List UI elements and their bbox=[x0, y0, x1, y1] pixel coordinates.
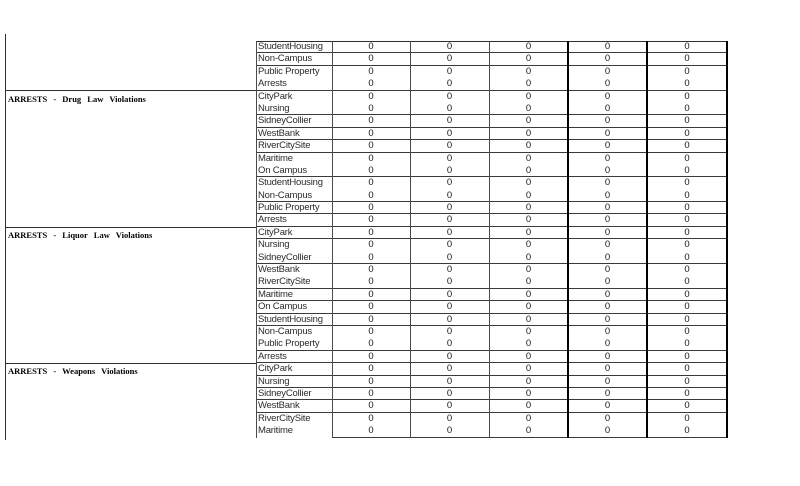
table-row bbox=[256, 214, 727, 226]
location-cell: CityPark bbox=[258, 90, 293, 102]
location-cell: Nursing bbox=[258, 239, 290, 251]
table-row bbox=[256, 425, 727, 437]
value-cell: 0 bbox=[525, 325, 532, 337]
value-cell: 0 bbox=[368, 65, 374, 77]
table-row bbox=[256, 202, 727, 214]
location-cell: Arrests bbox=[258, 214, 287, 226]
value-cell: 0 bbox=[568, 425, 647, 437]
value-cell: 0 bbox=[684, 363, 690, 375]
table-row bbox=[256, 165, 727, 177]
value-cell: 0 bbox=[525, 338, 532, 350]
value-cell: 0 bbox=[446, 202, 453, 214]
value-cell: 0 bbox=[446, 288, 453, 300]
table-row bbox=[256, 227, 727, 239]
value-cell: 0 bbox=[525, 375, 532, 387]
value-cell: 0 bbox=[525, 276, 532, 288]
value-cell: 0 bbox=[604, 53, 611, 65]
grid-vertical-line bbox=[726, 41, 728, 438]
table-row bbox=[256, 363, 727, 375]
value-cell: 0 bbox=[446, 375, 453, 387]
value-cell: 0 bbox=[525, 78, 532, 90]
location-cell: Public Property bbox=[258, 65, 320, 77]
location-cell: Public Property bbox=[258, 202, 320, 214]
table-row bbox=[256, 351, 727, 363]
value-cell: 0 bbox=[684, 387, 690, 399]
value-cell: 0 bbox=[647, 425, 727, 437]
value-cell: 0 bbox=[684, 164, 690, 176]
table-row bbox=[256, 413, 727, 425]
value-cell: 0 bbox=[446, 53, 453, 65]
value-cell: 0 bbox=[525, 350, 532, 362]
table-row bbox=[256, 153, 727, 165]
value-cell: 0 bbox=[525, 177, 532, 189]
location-cell: WestBank bbox=[258, 127, 300, 139]
value-cell: 0 bbox=[446, 226, 453, 238]
value-cell: 0 bbox=[684, 276, 690, 288]
value-cell: 0 bbox=[604, 350, 611, 362]
value-cell: 0 bbox=[368, 412, 374, 424]
table-row bbox=[256, 53, 727, 65]
location-cell: On Campus bbox=[258, 164, 307, 176]
value-cell: 0 bbox=[446, 127, 453, 139]
value-cell: 0 bbox=[446, 301, 453, 313]
location-cell: SidneyCollier bbox=[258, 387, 312, 399]
location-cell: CityPark bbox=[258, 226, 293, 238]
table-row bbox=[256, 66, 727, 78]
value-cell: 0 bbox=[368, 78, 374, 90]
table-row bbox=[256, 326, 727, 338]
value-cell: 0 bbox=[446, 338, 453, 350]
value-cell: 0 bbox=[684, 41, 690, 52]
value-cell: 0 bbox=[604, 375, 611, 387]
table-row bbox=[256, 91, 727, 103]
value-cell: 0 bbox=[604, 239, 611, 251]
location-cell: StudentHousing bbox=[258, 177, 323, 189]
value-cell: 0 bbox=[684, 313, 690, 325]
location-cell: RiverCitySite bbox=[258, 412, 311, 424]
value-cell: 0 bbox=[684, 152, 690, 164]
location-cell: RiverCitySite bbox=[258, 276, 311, 288]
value-cell: 0 bbox=[446, 90, 453, 102]
value-cell: 0 bbox=[368, 115, 374, 127]
value-cell: 0 bbox=[604, 400, 611, 412]
value-cell: 0 bbox=[604, 313, 611, 325]
value-cell: 0 bbox=[604, 102, 611, 114]
table-row bbox=[256, 301, 727, 313]
location-cell: Maritime bbox=[258, 288, 293, 300]
table-row bbox=[256, 276, 727, 288]
location-cell: Public Property bbox=[258, 338, 320, 350]
value-cell: 0 bbox=[525, 164, 532, 176]
value-cell: 0 bbox=[525, 152, 532, 164]
section-label: ARRESTS - Liquor Law Violations bbox=[8, 230, 153, 240]
value-cell: 0 bbox=[604, 338, 611, 350]
value-cell: 0 bbox=[604, 164, 611, 176]
data-grid bbox=[256, 41, 727, 438]
section-label-border bbox=[5, 227, 257, 228]
table-row bbox=[256, 103, 727, 115]
value-cell: 0 bbox=[446, 65, 453, 77]
value-cell: 0 bbox=[368, 226, 374, 238]
value-cell: 0 bbox=[684, 400, 690, 412]
value-cell: 0 bbox=[604, 202, 611, 214]
value-cell: 0 bbox=[446, 350, 453, 362]
value-cell: 0 bbox=[446, 102, 453, 114]
value-cell: 0 bbox=[604, 78, 611, 90]
value-cell: 0 bbox=[684, 65, 690, 77]
value-cell: 0 bbox=[446, 140, 453, 152]
value-cell: 0 bbox=[368, 202, 374, 214]
value-cell: 0 bbox=[446, 164, 453, 176]
location-cell: Arrests bbox=[258, 350, 287, 362]
value-cell: 0 bbox=[604, 115, 611, 127]
value-cell: 0 bbox=[368, 313, 374, 325]
location-cell: SidneyCollier bbox=[258, 115, 312, 127]
grid-vertical-line bbox=[489, 41, 490, 438]
location-cell: Non-Campus bbox=[258, 53, 312, 65]
location-cell: Maritime bbox=[258, 152, 293, 164]
value-cell: 0 bbox=[525, 251, 532, 263]
value-cell: 0 bbox=[446, 115, 453, 127]
location-cell: WestBank bbox=[258, 400, 300, 412]
value-cell: 0 bbox=[446, 189, 453, 201]
value-cell: 0 bbox=[684, 177, 690, 189]
value-cell: 0 bbox=[525, 53, 532, 65]
value-cell: 0 bbox=[368, 214, 374, 226]
value-cell: 0 bbox=[604, 127, 611, 139]
table-row bbox=[256, 41, 727, 53]
table-row bbox=[256, 338, 727, 350]
value-cell: 0 bbox=[525, 140, 532, 152]
value-cell: 0 bbox=[525, 115, 532, 127]
value-cell: 0 bbox=[604, 189, 611, 201]
value-cell: 0 bbox=[684, 189, 690, 201]
value-cell: 0 bbox=[684, 288, 690, 300]
value-cell: 0 bbox=[604, 152, 611, 164]
location-cell: Nursing bbox=[258, 102, 290, 114]
grid-vertical-line bbox=[332, 41, 333, 438]
value-cell: 0 bbox=[525, 288, 532, 300]
value-cell: 0 bbox=[368, 301, 374, 313]
location-cell: StudentHousing bbox=[258, 41, 323, 52]
table-row bbox=[256, 190, 727, 202]
value-cell: 0 bbox=[368, 363, 374, 375]
section-label: ARRESTS - Weapons Violations bbox=[8, 366, 138, 377]
value-cell: 0 bbox=[446, 400, 453, 412]
grid-vertical-line bbox=[256, 41, 257, 438]
value-cell: 0 bbox=[684, 251, 690, 263]
value-cell: 0 bbox=[684, 325, 690, 337]
value-cell: 0 bbox=[332, 425, 410, 437]
value-cell: 0 bbox=[684, 127, 690, 139]
value-cell: 0 bbox=[446, 152, 453, 164]
value-cell: 0 bbox=[684, 301, 690, 313]
value-cell: 0 bbox=[604, 412, 611, 424]
value-cell: 0 bbox=[525, 65, 532, 77]
value-cell: 0 bbox=[446, 78, 453, 90]
value-cell: 0 bbox=[525, 412, 532, 424]
value-cell: 0 bbox=[368, 239, 374, 251]
location-cell: Non-Campus bbox=[258, 325, 312, 337]
value-cell: 0 bbox=[368, 350, 374, 362]
value-cell: 0 bbox=[525, 189, 532, 201]
value-cell: 0 bbox=[368, 164, 374, 176]
table-row bbox=[256, 177, 727, 189]
value-cell: 0 bbox=[368, 276, 374, 288]
value-cell: 0 bbox=[684, 375, 690, 387]
value-cell: 0 bbox=[684, 338, 690, 350]
location-cell: Nursing bbox=[258, 375, 290, 387]
value-cell: 0 bbox=[410, 425, 489, 437]
value-cell: 0 bbox=[368, 325, 374, 337]
value-cell: 0 bbox=[446, 412, 453, 424]
location-cell: CityPark bbox=[258, 363, 293, 375]
value-cell: 0 bbox=[525, 313, 532, 325]
value-cell: 0 bbox=[525, 90, 532, 102]
value-cell: 0 bbox=[604, 301, 611, 313]
value-cell: 0 bbox=[489, 425, 568, 437]
grid-vertical-line bbox=[410, 41, 411, 438]
value-cell: 0 bbox=[604, 325, 611, 337]
value-cell: 0 bbox=[368, 140, 374, 152]
value-cell: 0 bbox=[684, 412, 690, 424]
value-cell: 0 bbox=[368, 338, 374, 350]
label-column-left-border bbox=[5, 34, 6, 440]
value-cell: 0 bbox=[525, 239, 532, 251]
value-cell: 0 bbox=[368, 90, 374, 102]
value-cell: 0 bbox=[684, 102, 690, 114]
value-cell: 0 bbox=[368, 152, 374, 164]
value-cell: 0 bbox=[604, 140, 611, 152]
value-cell: 0 bbox=[525, 102, 532, 114]
value-cell: 0 bbox=[684, 53, 690, 65]
location-cell: On Campus bbox=[258, 301, 307, 313]
section-label-border bbox=[5, 363, 257, 364]
section-label: ARRESTS - Drug Law Violations bbox=[8, 93, 146, 104]
value-cell: 0 bbox=[446, 325, 453, 337]
value-cell: 0 bbox=[684, 90, 690, 102]
value-cell: 0 bbox=[684, 264, 690, 276]
value-cell: 0 bbox=[684, 239, 690, 251]
value-cell: 0 bbox=[525, 264, 532, 276]
value-cell: 0 bbox=[368, 264, 374, 276]
value-cell: 0 bbox=[604, 226, 611, 238]
table-row bbox=[256, 314, 727, 326]
location-cell: Non-Campus bbox=[258, 189, 312, 201]
table-row bbox=[256, 140, 727, 152]
value-cell: 0 bbox=[446, 313, 453, 325]
value-cell: 0 bbox=[525, 400, 532, 412]
value-cell: 0 bbox=[368, 400, 374, 412]
value-cell: 0 bbox=[604, 264, 611, 276]
grid-vertical-line bbox=[646, 41, 648, 438]
value-cell: 0 bbox=[446, 239, 453, 251]
value-cell: 0 bbox=[368, 53, 374, 65]
value-cell: 0 bbox=[446, 363, 453, 375]
location-cell: StudentHousing bbox=[258, 313, 323, 325]
value-cell: 0 bbox=[368, 251, 374, 263]
value-cell: 0 bbox=[604, 65, 611, 77]
table-row bbox=[256, 252, 727, 264]
section-label-border bbox=[5, 90, 257, 91]
value-cell: 0 bbox=[525, 226, 532, 238]
value-cell: 0 bbox=[604, 251, 611, 263]
value-cell: 0 bbox=[446, 214, 453, 226]
location-cell: WestBank bbox=[258, 264, 300, 276]
value-cell: 0 bbox=[368, 288, 374, 300]
table-row bbox=[256, 264, 727, 276]
value-cell: 0 bbox=[525, 387, 532, 399]
value-cell: 0 bbox=[525, 214, 532, 226]
value-cell: 0 bbox=[604, 90, 611, 102]
grid-vertical-line bbox=[567, 41, 569, 438]
table-row bbox=[256, 239, 727, 251]
value-cell: 0 bbox=[684, 350, 690, 362]
table-row bbox=[256, 376, 727, 388]
value-cell: 0 bbox=[525, 363, 532, 375]
value-cell: 0 bbox=[684, 202, 690, 214]
value-cell: 0 bbox=[446, 41, 453, 52]
value-cell: 0 bbox=[525, 202, 532, 214]
value-cell: 0 bbox=[525, 127, 532, 139]
value-cell: 0 bbox=[684, 115, 690, 127]
location-cell: Maritime bbox=[258, 425, 293, 437]
table-row bbox=[256, 289, 727, 301]
location-cell: Arrests bbox=[258, 78, 287, 90]
value-cell: 0 bbox=[604, 214, 611, 226]
value-cell: 0 bbox=[368, 189, 374, 201]
value-cell: 0 bbox=[446, 264, 453, 276]
table-row bbox=[256, 388, 727, 400]
value-cell: 0 bbox=[604, 387, 611, 399]
value-cell: 0 bbox=[525, 41, 532, 52]
value-cell: 0 bbox=[446, 387, 453, 399]
value-cell: 0 bbox=[604, 41, 611, 52]
value-cell: 0 bbox=[368, 177, 374, 189]
value-cell: 0 bbox=[684, 140, 690, 152]
value-cell: 0 bbox=[604, 288, 611, 300]
table-row bbox=[256, 115, 727, 127]
value-cell: 0 bbox=[446, 276, 453, 288]
location-cell: SidneyCollier bbox=[258, 251, 312, 263]
table-row bbox=[256, 400, 727, 412]
value-cell: 0 bbox=[604, 177, 611, 189]
location-cell: RiverCitySite bbox=[258, 140, 311, 152]
value-cell: 0 bbox=[368, 387, 374, 399]
value-cell: 0 bbox=[446, 251, 453, 263]
value-cell: 0 bbox=[368, 41, 374, 52]
table-row bbox=[256, 128, 727, 140]
value-cell: 0 bbox=[368, 102, 374, 114]
value-cell: 0 bbox=[368, 375, 374, 387]
value-cell: 0 bbox=[525, 301, 532, 313]
value-cell: 0 bbox=[446, 177, 453, 189]
value-cell: 0 bbox=[604, 276, 611, 288]
value-cell: 0 bbox=[604, 363, 611, 375]
value-cell: 0 bbox=[684, 214, 690, 226]
value-cell: 0 bbox=[368, 127, 374, 139]
value-cell: 0 bbox=[684, 78, 690, 90]
value-cell: 0 bbox=[684, 226, 690, 238]
table-row bbox=[256, 78, 727, 90]
